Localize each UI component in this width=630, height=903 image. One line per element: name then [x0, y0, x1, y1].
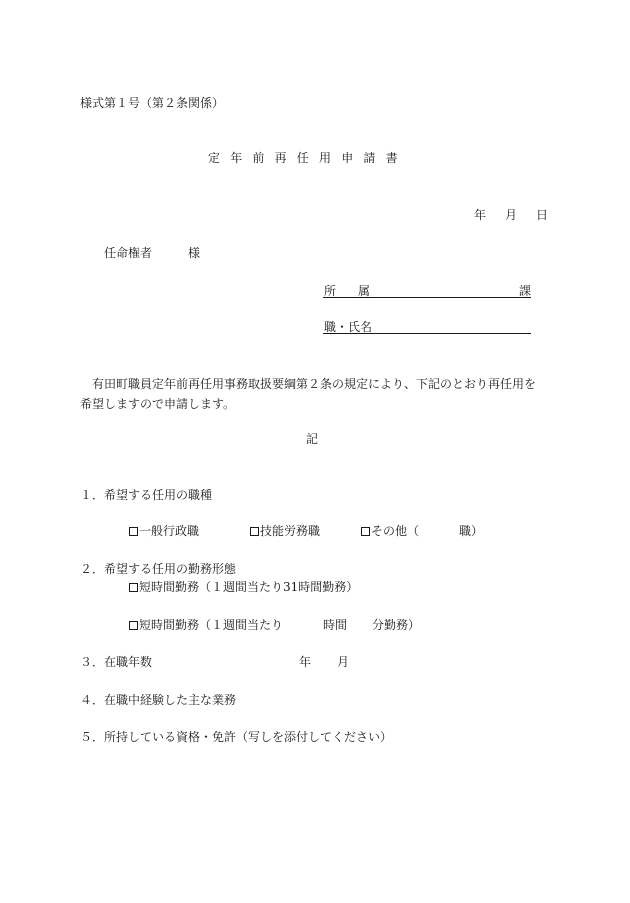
item-3-label: ３．在職年数	[80, 655, 153, 669]
item-1-label: １．希望する任用の職種	[80, 488, 213, 502]
checkbox-icon[interactable]	[250, 527, 259, 536]
date-year-label: 年	[474, 208, 487, 222]
item-1-option-general[interactable]: 一般行政職	[129, 524, 199, 538]
item-5-label: ５．所持している資格・免許（写しを添付してください）	[80, 730, 393, 744]
item-1-option-other[interactable]: その他（	[361, 524, 419, 538]
ki-heading: 記	[306, 432, 319, 446]
item-4-label: ４．在職中経験した主な業務	[80, 693, 237, 707]
addressee-label: 任命権者	[104, 246, 153, 260]
form-number: 様式第１号（第２条関係）	[80, 96, 225, 110]
checkbox-icon[interactable]	[129, 527, 138, 536]
affiliation-label-2: 属	[358, 284, 371, 298]
item-2-option-custom[interactable]: 短時間勤務（１週間当たり	[129, 618, 283, 632]
body-line-1: 有田町職員定年前再任用事務取扱要綱第２条の規定により、下記のとおり再任用を	[92, 377, 537, 391]
item-3-years-label: 年	[299, 655, 312, 669]
body-line-2: 希望しますので申請します。	[80, 397, 236, 411]
checkbox-icon[interactable]	[129, 583, 138, 592]
addressee-honorific: 様	[188, 246, 201, 260]
checkbox-icon[interactable]	[361, 527, 370, 536]
affiliation-underline	[323, 297, 531, 298]
item-3-months-label: 月	[337, 655, 350, 669]
name-underline	[323, 333, 531, 334]
item-1-option-technical[interactable]: 技能労務職	[250, 524, 320, 538]
item-2-option-31h[interactable]: 短時間勤務（１週間当たり31時間勤務）	[129, 580, 358, 594]
date-day-label: 日	[536, 208, 549, 222]
affiliation-suffix: 課	[519, 284, 532, 298]
checkbox-icon[interactable]	[129, 621, 138, 630]
item-1-other-suffix: 職）	[459, 524, 484, 538]
document-title: 定年前再任用申請書	[208, 151, 408, 165]
name-label: 職・氏名	[324, 320, 373, 334]
affiliation-label-1: 所	[324, 284, 337, 298]
item-2-label: ２．希望する任用の勤務形態	[80, 562, 237, 576]
date-month-label: 月	[505, 208, 518, 222]
item-2-minutes-label: 分勤務）	[372, 618, 421, 632]
item-2-hours-label: 時間	[323, 618, 348, 632]
